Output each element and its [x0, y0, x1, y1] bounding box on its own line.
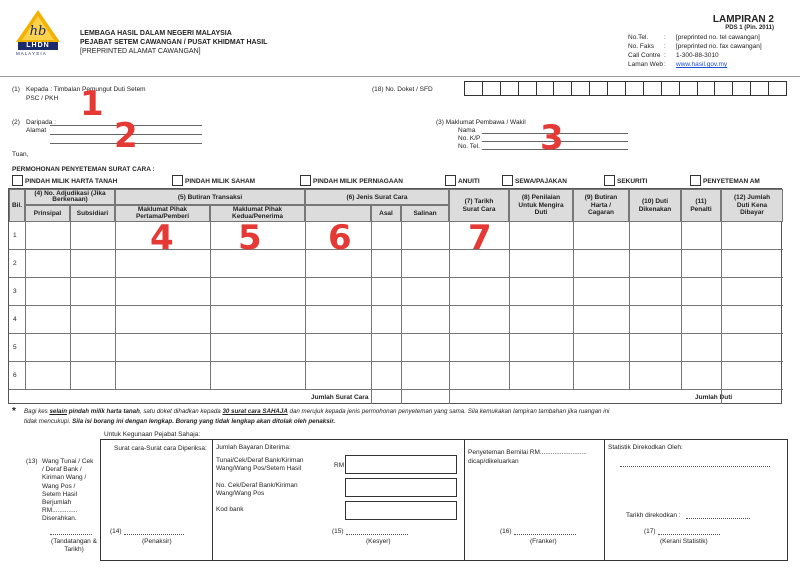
website-link[interactable]: www.hasil.gov.my: [676, 61, 728, 68]
penaksir-sign-field[interactable]: [124, 534, 184, 535]
checkbox-anuiti[interactable]: [445, 175, 456, 186]
row-number: 5: [13, 344, 17, 351]
marker-2: 2: [114, 116, 138, 156]
header-duti: (10) Duti Dikenakan: [629, 189, 681, 222]
section2-num: (2): [12, 119, 20, 126]
table-row[interactable]: [9, 306, 783, 334]
contact-row: Call Contre : 1-300-88-3010: [628, 52, 719, 59]
statistik-num: (17): [644, 528, 656, 535]
cheque-number-input[interactable]: [345, 478, 457, 497]
office-address: [PREPRINTED ALAMAT CAWANGAN]: [80, 48, 201, 55]
row-number: 1: [13, 232, 17, 239]
contact-label: Laman Web: [628, 61, 663, 68]
contact-row: Laman Web: www.hasil.gov.my: [628, 61, 728, 68]
permohonan-title: PERMOHONAN PENYETEMAN SURAT CARA :: [12, 166, 155, 173]
contact-label: No.Tel.: [628, 34, 649, 41]
table-row[interactable]: [9, 222, 783, 250]
contact-row: No. Faks : [preprinted no. fax cawangan]: [628, 43, 762, 50]
checkbox-perniagaan[interactable]: [300, 175, 311, 186]
section1-num: (1): [12, 86, 20, 93]
tuan-label: Tuan,: [12, 151, 29, 158]
option-saham: PINDAH MILIK SAHAM: [185, 178, 256, 185]
checkbox-sewa[interactable]: [502, 175, 513, 186]
jumlah-duti-field[interactable]: [721, 390, 783, 404]
header-subsidiari: Subsidiari: [70, 205, 115, 222]
marker-1: 1: [80, 84, 104, 124]
header-jumlah-duti: (12) Jumlah Duti Kena Dibayar: [721, 189, 783, 222]
franker-sign-field[interactable]: [514, 534, 576, 535]
nocek-label: No. Cek/Deraf Bank/Kiriman Wang/Wang Pos: [216, 482, 298, 497]
marker-7: 7: [468, 218, 492, 258]
franker-num: (16): [500, 528, 512, 535]
table-row[interactable]: [9, 362, 783, 390]
bank-code-input[interactable]: [345, 501, 457, 520]
note-star: *: [12, 406, 16, 417]
payment-list: Wang Tunai / Cek / Deraf Bank / Kiriman Wang / Wang Pos / Setem Hasil Berjumlah RM.............. Diserahkan.: [42, 458, 94, 523]
franker-label: (Franker): [530, 538, 557, 545]
header-divider: [0, 76, 800, 77]
marker-4: 4: [150, 218, 174, 258]
penaksir-label: (Penaksir): [142, 538, 172, 545]
header-adjudikasi: (4) No. Adjudikasi (Jika Berkenaan): [25, 189, 115, 205]
contact-row: No.Tel. : [preprinted no. tel cawangan]: [628, 34, 760, 41]
statistik-label: Statistik Direkodkan Oleh:: [608, 444, 683, 451]
header-salinan: Salinan: [401, 205, 449, 222]
row-number: 4: [13, 316, 17, 323]
psc-label: PSC / PKH: [26, 95, 59, 102]
kodbank-label: Kod bank: [216, 506, 244, 513]
logo-text: LHDN: [26, 42, 50, 49]
form-code: PDS 1 (Pin. 2011): [725, 25, 774, 31]
marker-3: 3: [540, 118, 564, 158]
option-harta-tanah: PINDAH MILIK HARTA TANAH: [25, 178, 118, 185]
table-row[interactable]: [9, 334, 783, 362]
tandatangan-label: (Tandatangan & Tarikh): [51, 538, 97, 553]
header-bil: Bil.: [9, 189, 25, 222]
option-anuiti: ANUITI: [458, 178, 480, 185]
header-penilaian: (8) Penilaian Untuk Mengira Duti: [509, 189, 573, 222]
option-sewa: SEWA/PAJAKAN: [515, 178, 567, 185]
jumlah-bayaran-label: Jumlah Bayaran Diterima:: [216, 444, 291, 451]
contact-value: [preprinted no. tel cawangan]: [676, 34, 760, 41]
kepada-label: Kepada : Timbalan Pemungut Duti Setem: [26, 86, 146, 93]
checkbox-sekuriti[interactable]: [604, 175, 615, 186]
contact-value: 1-300-88-3010: [676, 52, 719, 59]
daripada-label: Daripada :: [26, 119, 56, 126]
nokp-label: No. K/P: [458, 135, 481, 142]
agency-name: LEMBAGA HASIL DALAM NEGERI MALAYSIA: [80, 30, 232, 37]
contact-label: Call Contre: [628, 52, 661, 59]
table-row[interactable]: [9, 278, 783, 306]
checkbox-penyeteman-am[interactable]: [690, 175, 701, 186]
header-butiran-harta: (9) Butiran Harta / Cagaran: [573, 189, 629, 222]
alamat-label: Alamat: [26, 127, 47, 134]
logo-subtext: M A L A Y S I A: [16, 51, 46, 56]
marker-6: 6: [328, 218, 352, 258]
svg-text:hb: hb: [29, 24, 47, 39]
statistik-field[interactable]: [620, 466, 770, 467]
section13-num: (13): [26, 458, 38, 465]
doket-boxes[interactable]: [464, 81, 787, 96]
diperiksa-label: Surat cara-Surat cara Diperiksa:: [114, 445, 207, 452]
option-penyeteman-am: PENYETEMAN AM: [703, 178, 760, 185]
row-number: 2: [13, 260, 17, 267]
header-pihak2: Maklumat Pihak Kedua/Penerima: [210, 205, 305, 222]
tarikh-rekod-label: Tarikh direkodkan :: [626, 512, 681, 519]
penaksir-num: (14): [110, 528, 122, 535]
tarikh-rekod-field[interactable]: [686, 518, 750, 519]
kesyer-label: (Kesyer): [366, 538, 391, 545]
header-prinsipal: Prinsipal: [25, 205, 70, 222]
row-number: 6: [13, 372, 17, 379]
notel-label: No. Tel.: [458, 143, 480, 150]
dicap-label: dicap/dikeluarkan: [468, 458, 519, 465]
option-perniagaan: PINDAH MILIK PERNIAGAAN: [313, 178, 403, 185]
note-line-2: tidak mencukupi. Sila isi borang ini dengan lengkap. Borang yang tidak lengkap akan ditolak oleh penaksir.: [24, 418, 336, 425]
office-use-title: Untuk Kegunaan Pejabat Sahaja:: [104, 431, 201, 438]
signature-line[interactable]: [50, 534, 92, 535]
kesyer-num: (15): [332, 528, 344, 535]
jumlah-duti-label: Jumlah Duti: [695, 394, 733, 401]
header-asal: Asal: [371, 205, 401, 222]
nama-label: Nama: [458, 127, 476, 134]
option-sekuriti: SEKURITI: [617, 178, 648, 185]
penyeteman-label: Penyeteman Bernilai RM..........................: [468, 449, 587, 456]
contact-value: [preprinted no. fax cawangan]: [676, 43, 762, 50]
doket-label: (18) No. Doket / SFD: [372, 86, 433, 93]
transaction-table: [8, 188, 782, 404]
contact-block: [628, 33, 788, 69]
contact-label: No. Faks: [628, 43, 655, 50]
rm-label: RM: [334, 462, 345, 469]
header-pihak1: Maklumat Pihak Pertama/Pemberi: [115, 205, 210, 222]
header-penalti: (11) Penalti: [681, 189, 721, 222]
checkbox-saham[interactable]: [172, 175, 183, 186]
office-name: PEJABAT SETEM CAWANGAN / PUSAT KHIDMAT HASIL: [80, 39, 268, 46]
header-butiran: (5) Butiran Transaksi: [115, 189, 305, 205]
header-tarikh: (7) Tarikh Surat Cara: [449, 189, 509, 222]
table-row[interactable]: [9, 250, 783, 278]
marker-5: 5: [238, 218, 262, 258]
kesyer-sign-field[interactable]: [346, 534, 408, 535]
note-line-1: Bagi kes selain pindah milik harta tanah, satu doket dihadkan kepada 30 surat cara SAHAJA dan merujuk kepada jenis permohonan penyeteman yang sama. Sila kemukakan lampiran tambahan jika ruangan ini: [24, 408, 610, 415]
header-jenis: (6) Jenis Surat Cara: [305, 189, 449, 205]
jumlah-surat-label: Jumlah Surat Cara: [311, 394, 369, 401]
section3-title: (3) Maklumat Pembawa / Wakil: [436, 119, 526, 126]
form-title: LAMPIRAN 2: [712, 14, 774, 25]
kerani-label: (Kerani Statistik): [660, 538, 708, 545]
kerani-sign-field[interactable]: [658, 534, 720, 535]
amount-input[interactable]: [345, 455, 457, 474]
tunai-label: Tunai/Cek/Deraf Bank/Kiriman Wang/Wang Pos/Setem Hasil: [216, 457, 304, 472]
checkbox-harta-tanah[interactable]: [12, 175, 23, 186]
row-number: 3: [13, 288, 17, 295]
